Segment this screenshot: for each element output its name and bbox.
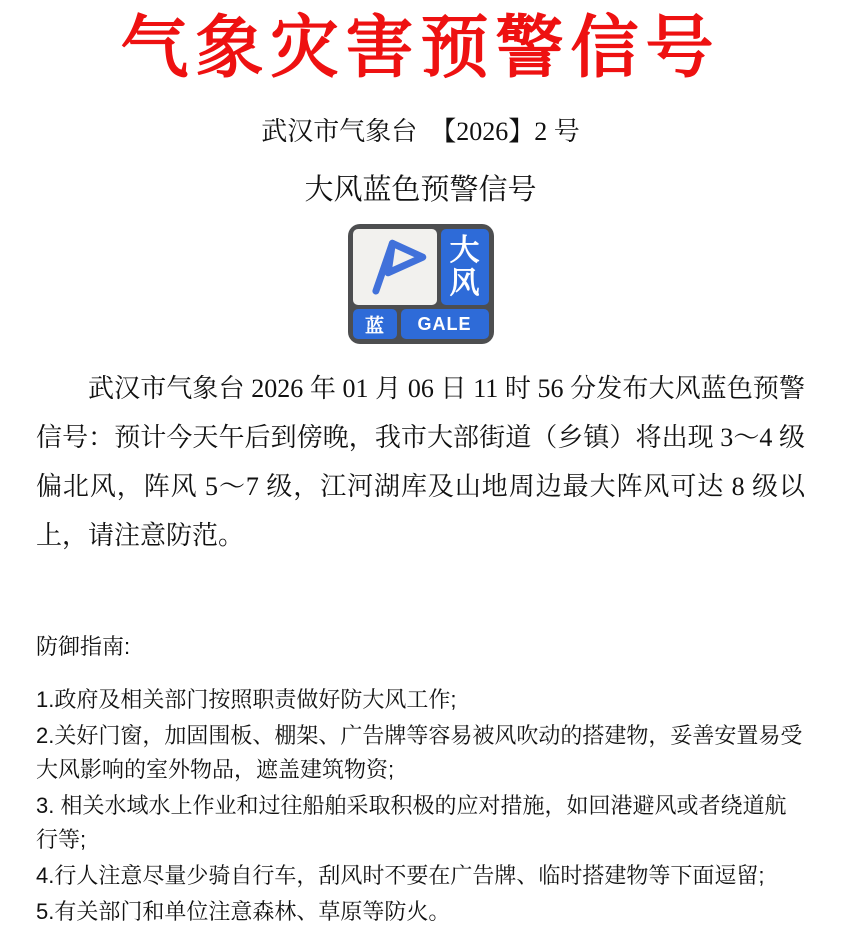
warning-body-paragraph: 武汉市气象台 2026 年 01 月 06 日 11 时 56 分发布大风蓝色预警信号：预计今天午后到傍晚，我市大部街道（乡镇）将出现 3～4 级偏北风，阵风 5～7 级，江河湖库及山地周边最大阵风可达 8 级以上，请注意防范。: [36, 374, 805, 550]
wind-flag-icon: [358, 232, 432, 303]
warning-icon-top-row: [353, 229, 489, 305]
guideline-item-5: 5.有关部门和单位注意森林、草原等防火。: [36, 899, 451, 924]
warning-type-label: [441, 229, 489, 305]
signal-name: 大风蓝色预警信号: [304, 174, 537, 206]
guideline-item-2: 2.关好门窗，加固围板、棚架、广告牌等容易被风吹动的搭建物，妥善安置易受大风影响的室外物品，遮盖建筑物资;: [36, 723, 803, 782]
guideline-item-3: 3. 相关水域水上作业和过往船舶采取积极的应对措施，如回港避风或者绕道航行等;: [36, 793, 787, 852]
guideline-item-1: 1.政府及相关部门按照职责做好防大风工作;: [36, 687, 457, 712]
guidelines-heading: 防御指南:: [36, 634, 131, 659]
warning-icon-container: [36, 224, 805, 344]
issuer-line: 武汉市气象台 【2026】2 号: [261, 117, 580, 146]
flag-panel: [353, 229, 437, 305]
guideline-item-4: 4.行人注意尽量少骑自行车，刮风时不要在广告牌、临时搭建物等下面逗留;: [36, 863, 765, 888]
warning-icon-bottom-row: [353, 309, 489, 339]
warning-type-char-2: 风: [449, 267, 480, 300]
page-title: 气象灾害预警信号: [120, 10, 721, 86]
gale-blue-warning-icon: [348, 224, 494, 344]
warning-type-char-1: 大: [449, 234, 480, 267]
warning-level-badge: 蓝: [353, 309, 397, 339]
warning-type-english-badge: GALE: [401, 309, 489, 339]
defense-guidelines: [36, 630, 805, 929]
